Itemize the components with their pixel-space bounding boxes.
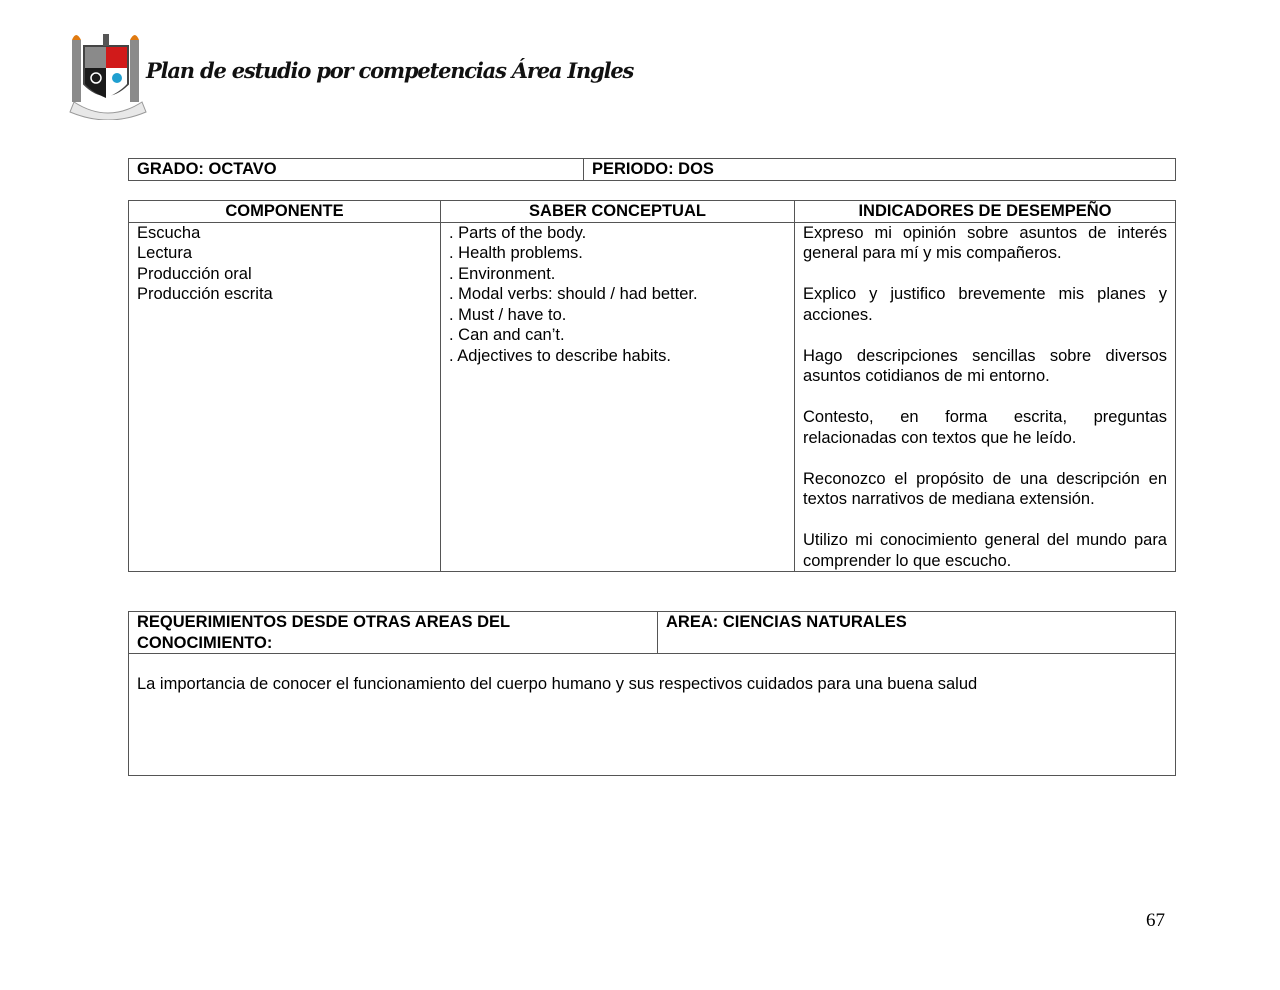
- indicador-item: Reconozco el propósito de una descripción en textos narrativos de mediana extensión.: [803, 469, 1167, 508]
- saber-item: . Must / have to.: [449, 305, 567, 324]
- requirements-body-row: [129, 654, 1176, 776]
- saber-item: . Health problems.: [449, 244, 583, 262]
- page-number: 67: [1146, 910, 1165, 931]
- indicador-item: Explico y justifico brevemente mis planes y acciones.: [803, 285, 1167, 324]
- header-indicadores: INDICADORES DE DESEMPEÑO: [795, 201, 1176, 223]
- componente-item: Escucha: [137, 223, 201, 242]
- area-cell: AREA: CIENCIAS NATURALES: [658, 612, 1176, 654]
- saber-item: . Parts of the body.: [449, 223, 587, 242]
- saberes-cell: [441, 222, 795, 572]
- indicador-item: Hago descripciones sencillas sobre diversos asuntos cotidianos de mi entorno.: [803, 346, 1167, 385]
- curriculum-table: [128, 200, 1176, 572]
- indicador-item: Utilizo mi conocimiento general del mundo para comprender lo que escucho.: [803, 531, 1167, 570]
- requirements-table: [128, 611, 1176, 776]
- requirements-label: [129, 612, 658, 654]
- header-componente: COMPONENTE: [129, 201, 441, 223]
- indicador-item: Expreso mi opinión sobre asuntos de interés general para mí y mis compañeros.: [803, 223, 1167, 262]
- school-crest-icon: [66, 28, 150, 120]
- requirements-label-line: CONOCIMIENTO:: [137, 633, 273, 652]
- saber-item: . Environment.: [449, 264, 556, 283]
- grade-period-table: [128, 158, 1176, 181]
- table-row: [129, 222, 1176, 572]
- requirements-label-line: REQUERIMIENTOS DESDE OTRAS AREAS DEL: [137, 613, 511, 631]
- saber-item: . Modal verbs: should / had better.: [449, 285, 698, 303]
- saber-item: . Can and can’t.: [449, 326, 565, 344]
- document-title: Plan de estudio por competencias Área Ingles: [146, 58, 634, 83]
- componentes-cell: [129, 222, 441, 572]
- indicador-item: Contesto, en forma escrita, preguntas relacionadas con textos que he leído.: [803, 408, 1167, 447]
- componente-item: Lectura: [137, 244, 193, 262]
- saber-item: . Adjectives to describe habits.: [449, 346, 671, 365]
- componente-item: Producción oral: [137, 264, 252, 283]
- indicadores-cell: [795, 222, 1176, 572]
- header-saber-conceptual: SABER CONCEPTUAL: [441, 201, 795, 223]
- grade-cell: GRADO: OCTAVO: [129, 159, 584, 181]
- requirements-header-row: [129, 612, 1176, 654]
- requirements-text: La importancia de conocer el funcionamiento del cuerpo humano y sus respectivos cuidados para una buena salud: [129, 654, 1176, 776]
- componente-item: Producción escrita: [137, 285, 273, 303]
- table-header-row: [129, 201, 1176, 223]
- period-cell: PERIODO: DOS: [584, 159, 1176, 181]
- page-header: [66, 28, 634, 123]
